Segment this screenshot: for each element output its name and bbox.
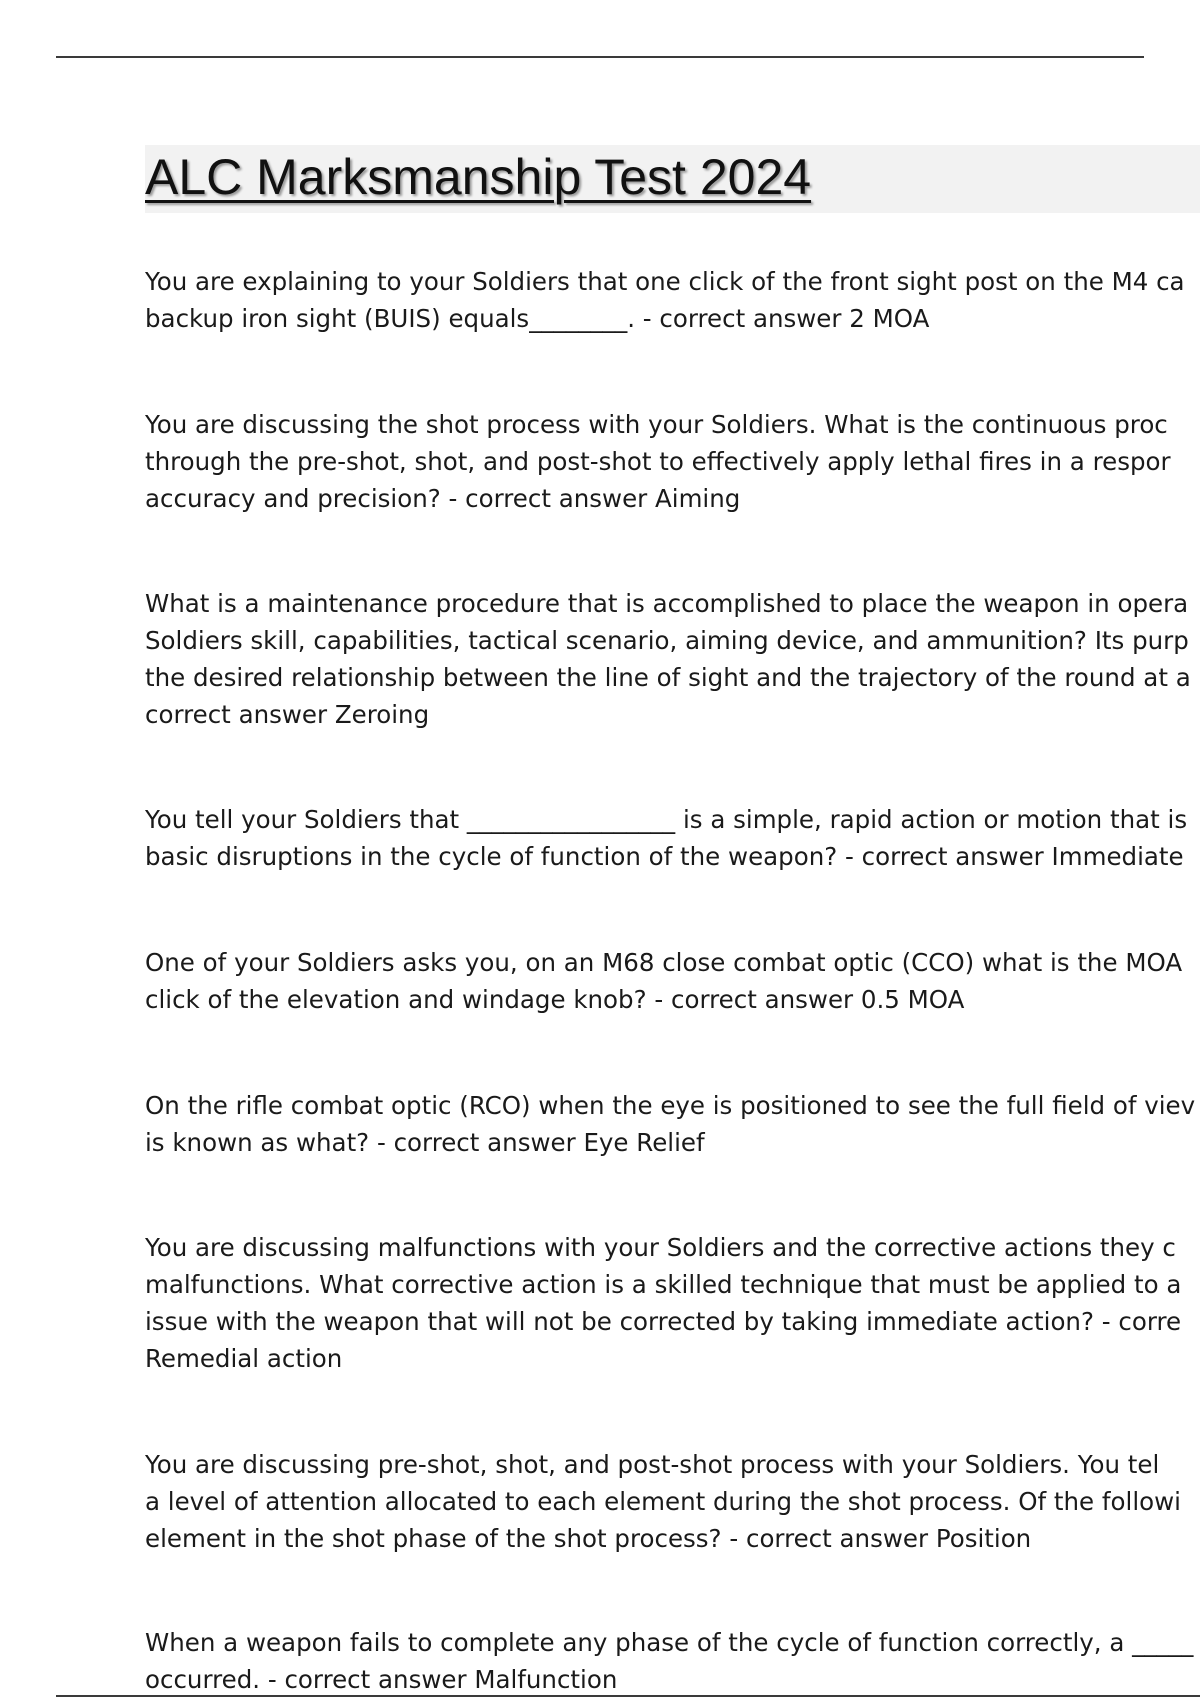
qa-line: You are discussing pre-shot, shot, and post-shot process with your Soldiers. You tel — [145, 1450, 1160, 1479]
qa-line: is known as what? - correct answer Eye Relief — [145, 1128, 705, 1157]
question-answer-list — [145, 0, 1200, 1700]
qa-line: Remedial action — [145, 1344, 343, 1373]
qa-line: What is a maintenance procedure that is accomplished to place the weapon in opera — [145, 589, 1189, 618]
qa-line: correct answer Zeroing — [145, 700, 430, 729]
qa-item — [145, 263, 1200, 337]
qa-item — [145, 585, 1200, 733]
bottom-divider — [56, 1695, 1200, 1697]
qa-line: You are discussing malfunctions with your Soldiers and the corrective actions they c — [145, 1233, 1176, 1262]
qa-item — [145, 1087, 1200, 1161]
document-title: ALC Marksmanship Test 2024 — [145, 149, 812, 205]
qa-line: the desired relationship between the line of sight and the trajectory of the round at a — [145, 663, 1191, 692]
qa-line: accuracy and precision? - correct answer Aiming — [145, 484, 741, 513]
qa-line: Soldiers skill, capabilities, tactical scenario, aiming device, and ammunition? Its purp — [145, 626, 1189, 655]
qa-line: issue with the weapon that will not be corrected by taking immediate action? - corre — [145, 1307, 1182, 1336]
qa-item — [145, 1624, 1200, 1698]
qa-line: On the rifle combat optic (RCO) when the eye is positioned to see the full field of viev — [145, 1091, 1196, 1120]
qa-line: You are discussing the shot process with your Soldiers. What is the continuous proc — [145, 410, 1168, 439]
qa-line: You tell your Soldiers that _________________ is a simple, rapid action or motion that is — [145, 805, 1188, 834]
qa-item — [145, 1229, 1200, 1377]
qa-line: element in the shot phase of the shot process? - correct answer Position — [145, 1524, 1032, 1553]
qa-item — [145, 1446, 1200, 1557]
qa-item — [145, 801, 1200, 875]
qa-line: occurred. - correct answer Malfunction — [145, 1665, 618, 1694]
qa-line: You are explaining to your Soldiers that one click of the front sight post on the M4 ca — [145, 267, 1185, 296]
qa-line: backup iron sight (BUIS) equals________. - correct answer 2 MOA — [145, 304, 930, 333]
qa-line: click of the elevation and windage knob? - correct answer 0.5 MOA — [145, 985, 965, 1014]
qa-line: malfunctions. What corrective action is a skilled technique that must be applied to a — [145, 1270, 1182, 1299]
qa-item — [145, 406, 1200, 517]
qa-line: a level of attention allocated to each element during the shot process. Of the followi — [145, 1487, 1181, 1516]
qa-line: One of your Soldiers asks you, on an M68 close combat optic (CCO) what is the MOA — [145, 948, 1183, 977]
qa-line: basic disruptions in the cycle of function of the weapon? - correct answer Immediate — [145, 842, 1184, 871]
qa-item — [145, 944, 1200, 1018]
qa-line: When a weapon fails to complete any phase of the cycle of function correctly, a _____ — [145, 1628, 1194, 1657]
qa-line: through the pre-shot, shot, and post-shot to effectively apply lethal fires in a respor — [145, 447, 1171, 476]
